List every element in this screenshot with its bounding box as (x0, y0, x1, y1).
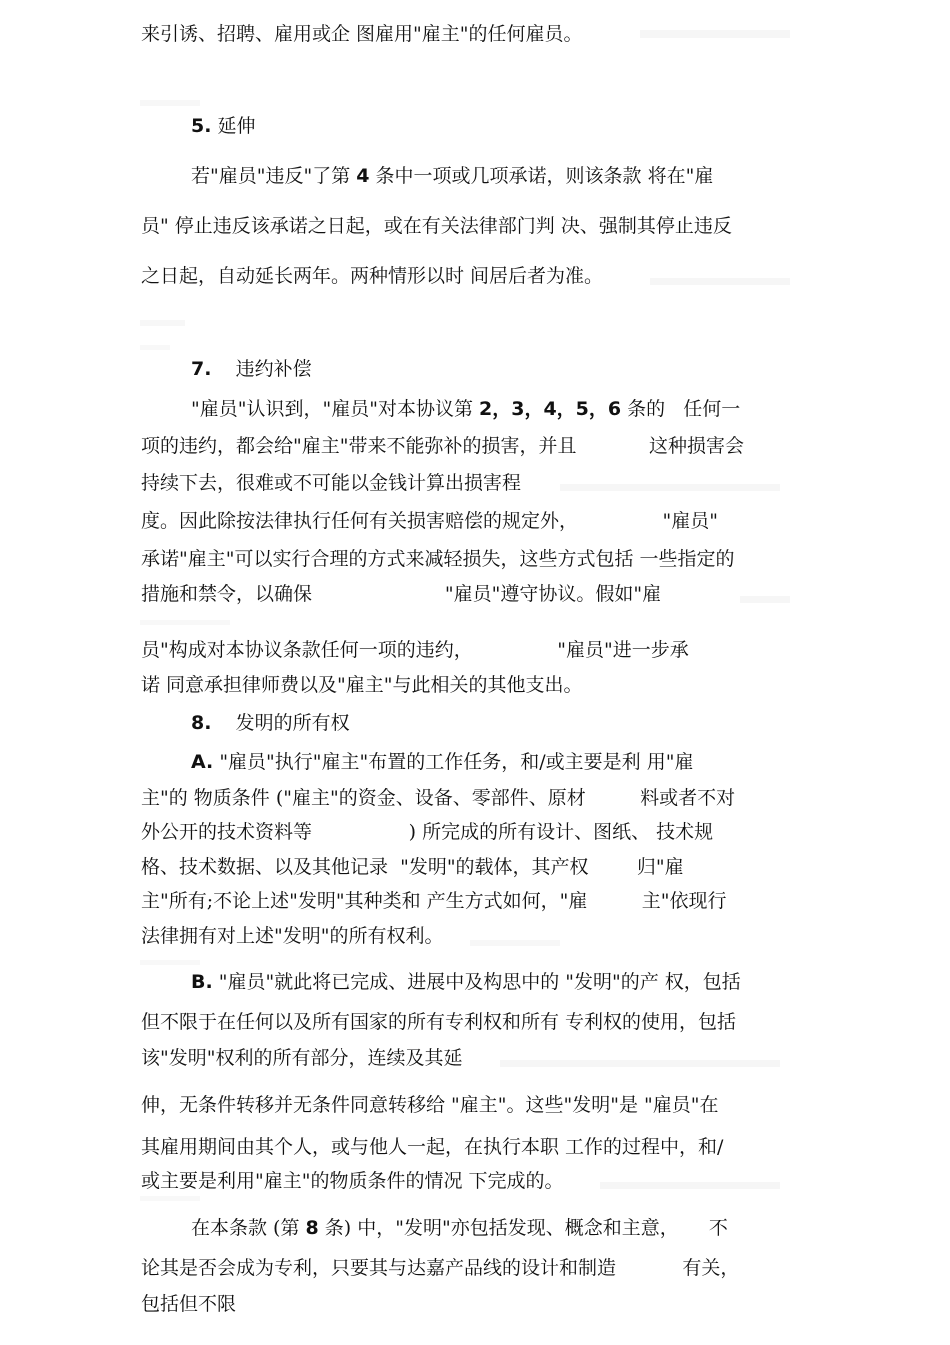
section-number: 8. (191, 712, 212, 734)
text-line (191, 1216, 728, 1240)
text-line: 论其是否会成为专利，只要其与达嘉产品线的设计和制造 有关， (141, 1257, 740, 1279)
text-line (191, 750, 693, 774)
watermark-smudge (140, 620, 230, 625)
text-line (191, 970, 741, 994)
text-run: 若"雇员"违反"了第 (191, 165, 357, 187)
section-5-heading (191, 114, 256, 138)
text-run: "雇员"执行"雇主"布置的工作任务，和/或主要是利 用"雇 (213, 751, 694, 773)
text-line: 包括但不限 (141, 1293, 237, 1315)
section-number: 7. (191, 358, 212, 380)
section-7-heading (191, 357, 312, 381)
text-line: 诺 同意承担律师费以及"雇主"与此相关的其他支出。 (141, 674, 583, 696)
section-8-heading (191, 711, 350, 735)
watermark-smudge (640, 30, 790, 38)
text-line: 承诺"雇主"可以实行合理的方式来减轻损失，这些方式包括 一些指定的 (141, 548, 735, 570)
text-line (191, 397, 740, 421)
text-line: 主"的 物质条件 ("雇主"的资金、设备、零部件、原材 料或者不对 (141, 787, 736, 809)
watermark-smudge (650, 278, 790, 285)
text-line: 持续下去，很难或不可能以金钱计算出损害程 (141, 472, 522, 494)
text-line: 员" 停止违反该承诺之日起，或在有关法律部门判 决、强制其停止违反 (141, 215, 732, 237)
article-number: 8 (305, 1217, 319, 1239)
text-line: 项的违约，都会给"雇主"带来不能弥补的损害，并且 这种损害会 (141, 435, 744, 457)
text-run: 条的 任何一 (621, 398, 741, 420)
text-line: 之日起，自动延长两年。两种情形以时 间居后者为准。 (141, 265, 604, 287)
text-run: 条中一项或几项承诺，则该条款 将在"雇 (369, 165, 714, 187)
watermark-smudge (740, 596, 790, 603)
text-line: 或主要是利用"雇主"的物质条件的情况 下完成的。 (141, 1170, 564, 1192)
text-line: 主"所有;不论上述"发明"其种类和 产生方式如何，"雇 主"依现行 (141, 890, 727, 912)
text-line: 但不限于在任何以及所有国家的所有专利权和所有 专利权的使用，包括 (141, 1011, 737, 1033)
text-run: "雇员"认识到，"雇员"对本协议第 (191, 398, 479, 420)
watermark-smudge (140, 345, 170, 350)
section-title: 违约补偿 (235, 358, 312, 380)
text-run: 在本条款 (第 (191, 1217, 306, 1239)
text-line: 其雇用期间由其个人，或与他人一起，在执行本职 工作的过程中，和/ (141, 1136, 724, 1158)
watermark-smudge (600, 1182, 780, 1189)
watermark-smudge (140, 1196, 200, 1201)
text-line: 法律拥有对上述"发明"的所有权利。 (141, 925, 444, 947)
text-line: 措施和禁令，以确保 "雇员"遵守协议。假如"雇 (141, 583, 662, 605)
article-number: 4 (356, 165, 370, 187)
watermark-smudge (470, 940, 560, 946)
watermark-smudge (560, 484, 780, 491)
text-line: 伸，无条件转移并无条件同意转移给 "雇主"。这些"发明"是 "雇员"在 (141, 1094, 719, 1116)
section-title: 延伸 (217, 115, 256, 137)
watermark-smudge (140, 960, 200, 965)
text-line: 格、技术数据、以及其他记录 "发明"的载体，其产权 归"雇 (141, 856, 684, 878)
text-line: 员"构成对本协议条款任何一项的违约， "雇员"进一步承 (141, 639, 689, 661)
text-line: 该"发明"权利的所有部分，连续及其延 (141, 1047, 463, 1069)
watermark-smudge (500, 1060, 780, 1067)
text-line (191, 164, 713, 188)
watermark-smudge (140, 100, 200, 106)
section-number: 5. (191, 115, 212, 137)
text-line: 外公开的技术资料等 ) 所完成的所有设计、图纸、 技术规 (141, 821, 714, 843)
section-title: 发明的所有权 (235, 712, 350, 734)
clause-label: A. (191, 751, 214, 773)
text-run: 条) 中，"发明"亦包括发现、概念和主意， 不 (318, 1217, 728, 1239)
watermark-smudge (140, 320, 185, 326)
text-line: 来引诱、招聘、雇用或企 图雇用"雇主"的任何雇员。 (141, 23, 583, 45)
text-run: "雇员"就此将已完成、进展中及构思中的 "发明"的产 权，包括 (212, 971, 741, 993)
text-line: 度。因此除按法律执行任何有关损害赔偿的规定外， "雇员" (141, 510, 719, 532)
clause-label: B. (191, 971, 213, 993)
article-numbers: 2，3，4，5，6 (479, 398, 622, 420)
